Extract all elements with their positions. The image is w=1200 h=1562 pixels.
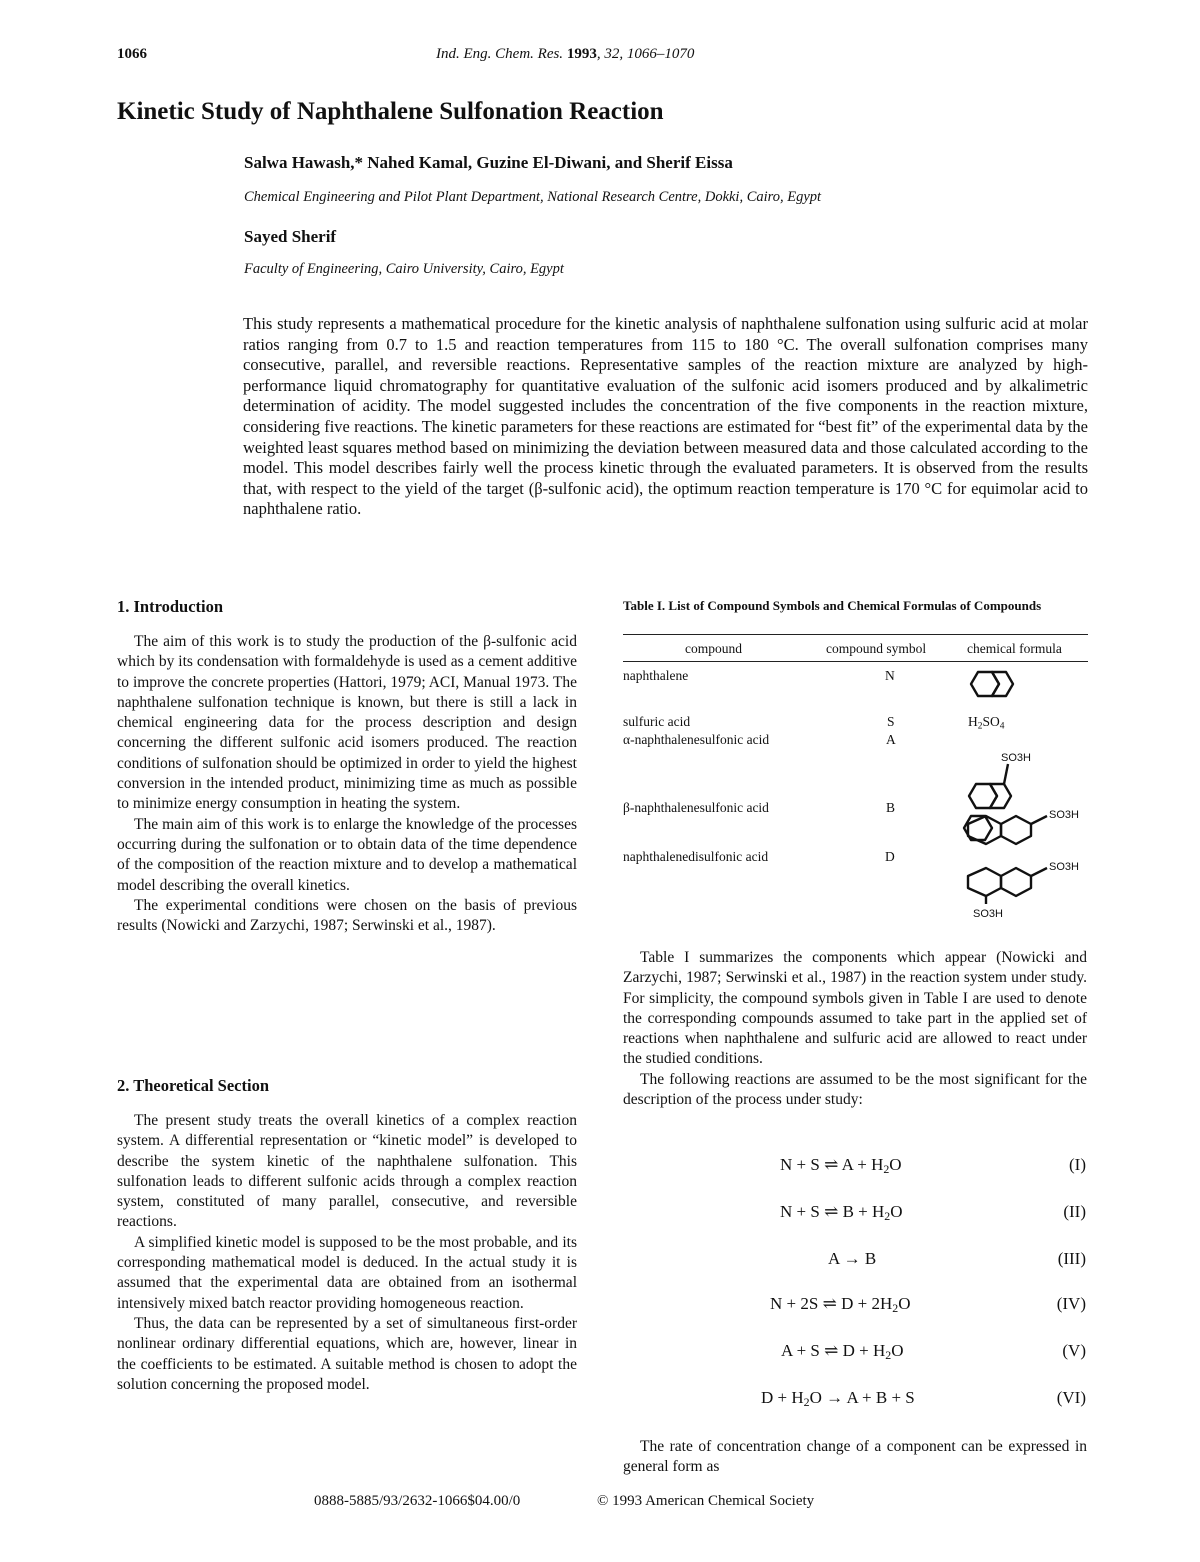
column-header-compound: compound: [685, 641, 742, 656]
equilibrium-arrow-icon: ⇌: [822, 1294, 837, 1313]
table-header-rule: [623, 661, 1088, 662]
compound-symbol: B: [886, 800, 896, 815]
equation-lhs: A + S: [781, 1341, 820, 1360]
equation-rhs: A + B + S: [846, 1388, 915, 1407]
theory-section: [117, 1076, 577, 1395]
equation-label: (VI): [1056, 1388, 1086, 1407]
abstract: This study represents a mathematical procedure for the kinetic analysis of naphthalene sulfonation using sulfuric acid at molar ratios ranging from 0.7 to 1.5 and reaction temperatures from 115 to 180 °C. The overall sulfonation comprises many consecutive, parallel, and reversible reactions. Representative samples of the reaction mixture are analyzed by high-performance liquid chromatography for quantitative evaluation of the sulfonic acid isomers produced and by alkalimetric determination of acidity. The model suggested includes the concentration of the five components in the reaction mixture, considering five reactions. The kinetic parameters for these reactions are estimated for “best fit” of the experimental data by the weighted least squares method based on minimizing the deviation between measured data and those calculated according to the model. This model describes fairly well the process kinetic through the evaluated parameters. It is observed from the results that, with respect to the yield of the target (β-sulfonic acid), the optimum reaction temperature is 170 °C for equimolar acid to naphthalene ratio.: [243, 314, 1088, 519]
table-caption: Table I. List of Compound Symbols and Chemical Formulas of Compounds: [623, 598, 1042, 613]
running-head: [436, 46, 694, 63]
compound-name: naphthalene: [623, 668, 689, 683]
naphthalene-structure-icon: [971, 672, 1013, 696]
footer-copyright: © 1993 American Chemical Society: [597, 1493, 815, 1509]
journal-name: Ind. Eng. Chem. Res.: [436, 46, 564, 62]
right-column: [623, 948, 1087, 1110]
theory-paragraph: Thus, the data can be represented by a set of simultaneous first-order nonlinear ordinary differential equations, which are, however, linear in the coefficients to be estimated. A suitable method is chosen to adopt the solution concerning the proposed model.: [117, 1314, 577, 1393]
equation-rhs: B: [864, 1249, 877, 1268]
intro-paragraph: The experimental conditions were chosen on the basis of previous results (Nowicki and Zarzychi, 1987; Serwinski et al., 1987).: [117, 896, 577, 935]
compound-name: naphthalenedisulfonic acid: [623, 849, 769, 864]
equilibrium-arrow-icon: ⇌: [824, 1202, 839, 1221]
compound-name: β-naphthalenesulfonic acid: [623, 800, 769, 815]
body-paragraph: The rate of concentration change of a component can be expressed in general form as: [623, 1438, 1087, 1476]
so3h-label: SO3H: [1001, 752, 1031, 764]
paper-title: Kinetic Study of Naphthalene Sulfonation Reaction: [117, 98, 664, 125]
reaction-equation: $D + H_2O \to A + B + S$: [761, 1388, 915, 1409]
equilibrium-arrow-icon: ⇌: [824, 1155, 839, 1174]
forward-arrow-icon: →: [826, 1388, 844, 1407]
equation-lhs: A: [828, 1249, 840, 1268]
compound-name: sulfuric acid: [623, 714, 691, 729]
reaction-equation: N + 2S ⇌ $D + 2H_2O$: [770, 1294, 911, 1315]
chemical-structures: [961, 664, 1091, 924]
reaction-equation: N + S ⇌ $A + H_2O$: [780, 1155, 902, 1176]
theory-paragraph: A simplified kinetic model is supposed to be the most probable, and its corresponding mathematical model is deduced. In the actual study it is assumed that the experimental data are obtained from an isothermal intensively mixed batch reactor providing homogeneous reaction.: [117, 1233, 577, 1312]
column-header-formula: chemical formula: [967, 641, 1062, 656]
compound-symbol: S: [887, 714, 895, 729]
intro-paragraph: The main aim of this work is to enlarge the knowledge of the processes occurring during the sulfonation or to obtain data of the time dependence of the composition of the reaction mixture and to develop a mathematical model describing the overall kinetics.: [117, 815, 577, 894]
authors-secondary: Sayed Sherif: [244, 227, 337, 246]
authors-primary: Salwa Hawash,* Nahed Kamal, Guzine El-Diwani, and Sherif Eissa: [244, 153, 733, 172]
table-1: [623, 598, 1088, 923]
chemical-formula: $H_2SO_4$: [968, 714, 1005, 732]
equation-label: (II): [1063, 1202, 1086, 1221]
equation-label: (IV): [1056, 1294, 1086, 1313]
journal-year: 1993: [566, 46, 597, 62]
so3h-label: SO3H: [1049, 861, 1079, 873]
compound-symbol: A: [886, 732, 896, 747]
reaction-equation: A + S ⇌ $D + H_2O$: [781, 1341, 904, 1362]
so3h-label: SO3H: [973, 908, 1003, 920]
table-top-rule: [623, 634, 1088, 635]
forward-arrow-icon: →: [843, 1249, 861, 1268]
page-number: 1066: [117, 46, 147, 62]
equation-label: (III): [1057, 1249, 1086, 1268]
equation-label: (I): [1069, 1155, 1086, 1174]
equation-lhs: N + 2S: [770, 1294, 819, 1313]
theory-paragraph: The present study treats the overall kinetics of a complex reaction system. A differential representation or “kinetic model” is developed to describe the system kinetic of the naphthalene sulfonation. This sulfonation leads to different sulfonic acids through a complex reaction system, constituted of many parallel, consecutive, and reversible reactions.: [117, 1112, 577, 1231]
volume-pages: , 32, 1066–1070: [596, 46, 695, 62]
affiliation-primary: Chemical Engineering and Pilot Plant Department, National Research Centre, Dokki, Cairo, Egypt: [244, 189, 822, 205]
so3h-label: SO3H: [1049, 809, 1079, 821]
compound-name: α-naphthalenesulfonic acid: [623, 732, 770, 747]
closing-paragraph-block: [623, 1437, 1087, 1478]
left-column: [117, 597, 577, 936]
equation-lhs: N + S: [780, 1202, 820, 1221]
equation-lhs: N + S: [780, 1155, 820, 1174]
reaction-equation: [828, 1249, 876, 1269]
compound-symbol: D: [885, 849, 895, 864]
disulfonic-structure-icon: [968, 868, 1047, 904]
compound-symbol: N: [885, 668, 895, 683]
body-paragraph: The following reactions are assumed to be the most significant for the description of the process under study:: [623, 1070, 1087, 1109]
footer-code: 0888-5885/93/2632-1066$04.00/0: [314, 1493, 521, 1509]
intro-paragraph: The aim of this work is to study the production of the β-sulfonic acid which by its condensation with formaldehyde is used as a cement additive to improve the concrete properties (Hattori, 1979; ACI, Manual 1973. The naphthalene sulfonation technique is known, but there is still a lack in chemical engineering data for the process description and design concerning the different sulfonic acid isomers produced. The reaction conditions of sulfonation should be optimized in order to yield the highest conversion in the intended product, minimizing time as much as possible to minimize energy consumption in heating the system.: [117, 633, 577, 813]
alpha-naphthalenesulfonic-structure-icon: [969, 764, 1011, 808]
equilibrium-arrow-icon: ⇌: [824, 1341, 839, 1360]
affiliation-secondary: Faculty of Engineering, Cairo University, Cairo, Egypt: [244, 261, 564, 277]
introduction-heading: 1. Introduction: [117, 597, 224, 616]
theory-heading: 2. Theoretical Section: [117, 1076, 269, 1095]
reaction-equation: N + S ⇌ $B + H_2O$: [780, 1202, 903, 1223]
equation-label: (V): [1062, 1341, 1086, 1360]
body-paragraph: Table I summarizes the components which appear (Nowicki and Zarzychi, 1987; Serwinski et al., 1987) in the reaction system under study. For simplicity, the compound symbols given in Table I are used to denote the corresponding compounds assumed to take part in the applied set of reactions when naphthalene and sulfuric acid are allowed to react under the studied conditions.: [623, 949, 1087, 1068]
column-header-symbol: compound symbol: [826, 641, 927, 656]
